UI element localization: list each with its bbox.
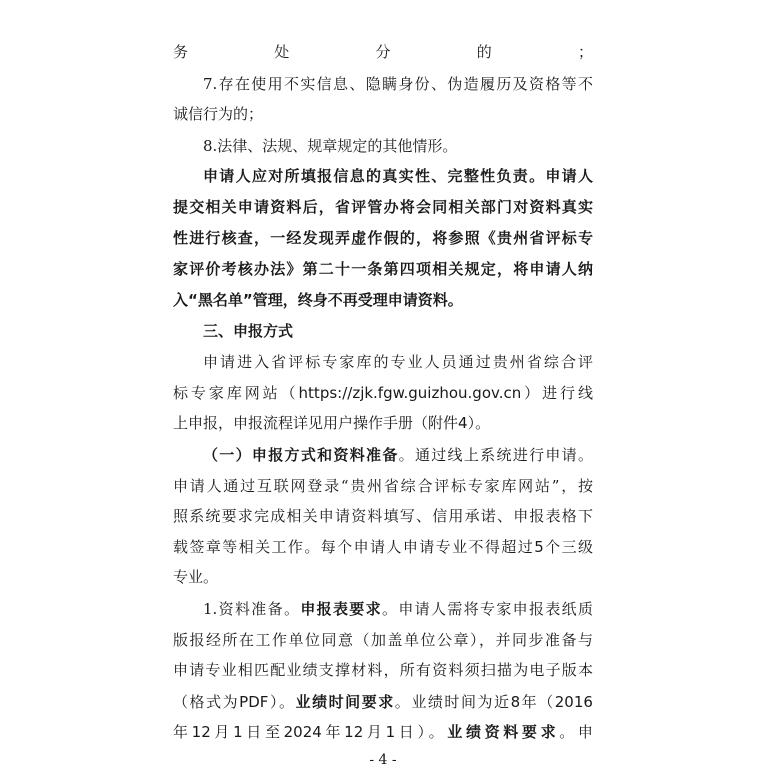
- text-segment: 专业。: [173, 568, 219, 586]
- paragraph-line: [173, 42, 593, 62]
- text-segment: 申请专业相匹配业绩支撑材料，所有资料须扫描为电子版本: [173, 661, 593, 679]
- text-segment: ）。: [467, 414, 491, 432]
- text-segment: 8: [510, 693, 521, 711]
- bold-text: 家评价考核办法》第二十一条第四项相关规定，将申请人纳: [173, 260, 593, 278]
- paragraph-line: [173, 383, 593, 403]
- text-segment: （格式为: [173, 693, 240, 711]
- text-segment: 诚信行为的；: [173, 105, 264, 123]
- bold-text: 性进行核查，一经发现弄虚作假的，将参照《贵州省评标专: [173, 229, 593, 247]
- text-segment: 2016: [554, 693, 593, 711]
- text-segment: 。业绩时间为近: [394, 693, 511, 711]
- paragraph-line: [173, 476, 593, 496]
- section-heading: [203, 321, 593, 341]
- paragraph-line: [173, 259, 593, 279]
- text-segment: 年: [173, 723, 192, 741]
- text-segment: 标专家库网站（: [173, 384, 299, 402]
- text-segment: 个三级: [543, 538, 593, 556]
- bold-text: 业绩时间要求: [295, 693, 395, 711]
- bold-text: 入“黑名单”管理，终身不再受理申请资料。: [173, 291, 463, 309]
- text-segment: 。申: [559, 723, 593, 741]
- paragraph-line: [173, 567, 593, 587]
- text-segment: ）。: [268, 693, 296, 711]
- text-segment: 12: [191, 723, 211, 741]
- text-segment: 8.法律、法规、规章规定的其他情形。: [203, 137, 458, 155]
- bold-text: 三、申报方式: [203, 322, 294, 340]
- paragraph-line: [173, 413, 593, 433]
- text-segment: PDF: [239, 693, 269, 711]
- text-segment: 1: [385, 723, 396, 741]
- paragraph-line: [173, 630, 593, 650]
- paragraph-line: [173, 692, 593, 712]
- bold-text: 申请人应对所填报信息的真实性、完整性负责。申请人: [203, 167, 593, 185]
- text-segment: 照系统要求完成相关申请资料填写、信用承诺、申报表格下: [173, 507, 593, 525]
- paragraph-line: [173, 290, 593, 310]
- paragraph-line: [203, 352, 593, 372]
- paragraph-line: [203, 599, 593, 619]
- paragraph-line: [203, 445, 593, 465]
- paragraph-line: [173, 722, 593, 742]
- paragraph-line: [203, 166, 593, 186]
- page-number: - 4 -: [369, 752, 397, 768]
- text-segment: 年（: [520, 693, 555, 711]
- paragraph-line: [173, 197, 593, 217]
- text-segment: 版报经所在工作单位同意（加盖单位公章），并同步准备与: [173, 631, 593, 649]
- text-segment: 4: [458, 414, 468, 432]
- text-segment: 。通过线上系统进行申请。: [398, 446, 593, 464]
- text-segment: 务处分的；: [173, 43, 593, 61]
- text-segment: 月: [210, 723, 234, 741]
- text-segment: 。申请人需将专家申报表纸质: [381, 600, 593, 618]
- bold-text: 申报表要求: [300, 600, 382, 618]
- text-segment: 日）。: [395, 723, 448, 741]
- text-segment: ）进行线: [521, 384, 593, 402]
- bold-text: 业绩资料要求: [447, 723, 560, 741]
- text-segment: 申请进入省评标专家库的专业人员通过贵州省综合评: [203, 353, 593, 371]
- paragraph-line: [173, 228, 593, 248]
- text-segment: 载签章等相关工作。每个申请人申请专业不得超过: [173, 538, 535, 556]
- text-segment: 日至: [242, 723, 284, 741]
- text-segment: 1.资料准备。: [203, 600, 301, 618]
- text-segment: 12: [344, 723, 364, 741]
- bold-text: 提交相关申请资料后，省评管办将会同相关部门对资料真实: [173, 198, 593, 216]
- paragraph-line: [173, 506, 593, 526]
- text-segment: 2024: [283, 723, 322, 741]
- text-segment: 5: [534, 538, 544, 556]
- text-segment: 7.存在使用不实信息、隐瞒身份、伪造履历及资格等不: [203, 75, 593, 93]
- text-segment: 申请人通过互联网登录“贵州省综合评标专家库网站”，按: [173, 477, 593, 495]
- paragraph-line: [203, 136, 593, 156]
- text-segment: 年: [321, 723, 345, 741]
- text-segment: https://zjk.fgw.guizhou.gov.cn: [298, 384, 522, 402]
- paragraph-line: [203, 74, 593, 94]
- text-segment: 上申报，申报流程详见用户操作手册（附件: [173, 414, 459, 432]
- paragraph-line: [173, 537, 593, 557]
- paragraph-line: [173, 660, 593, 680]
- bold-text: （一）申报方式和资料准备: [203, 446, 399, 464]
- paragraph-line: [173, 104, 593, 124]
- text-segment: 1: [233, 723, 243, 741]
- text-segment: 月: [363, 723, 386, 741]
